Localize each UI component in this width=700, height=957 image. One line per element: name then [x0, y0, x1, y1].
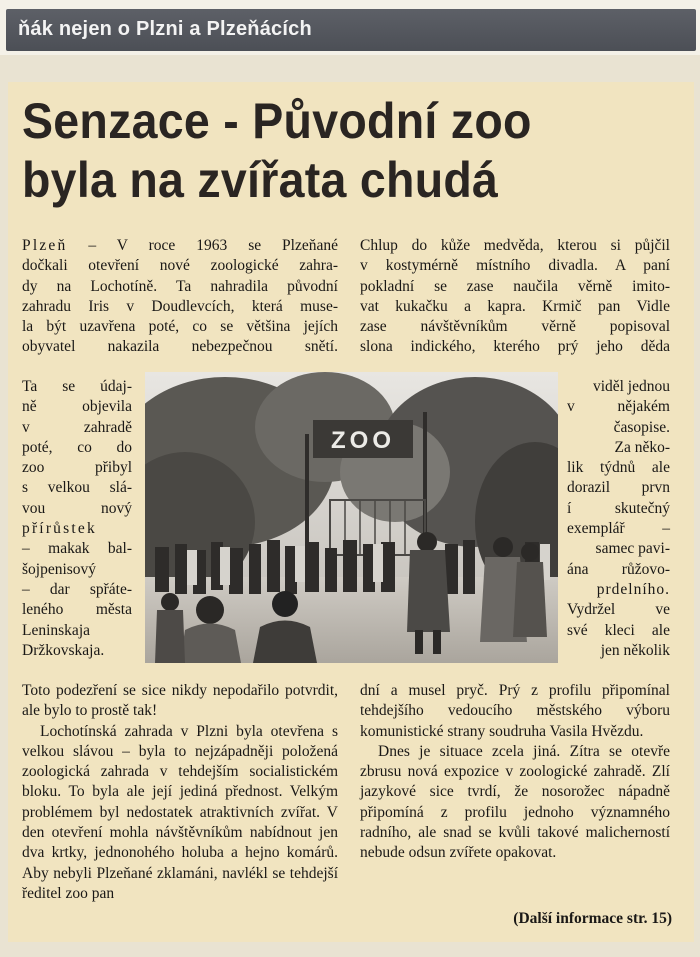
wrap-line: leného města	[22, 601, 132, 619]
right-column-top	[360, 236, 670, 358]
intro-line: la být uzavřena poté, co se většina jejích	[22, 318, 338, 336]
dateline: Plzeň	[22, 237, 68, 254]
right-line: slona indického, kterého prý jeho děda	[360, 338, 670, 356]
headline-line-1: Senzace - Původní zoo	[22, 93, 532, 149]
left-column-intro	[22, 236, 338, 358]
wrap-line: ně objevila	[22, 398, 132, 416]
intro-line: dy na Lochotíně. Ta nahradila původní	[22, 277, 338, 295]
wrap-line: v nějakém	[567, 398, 670, 416]
zoo-photo-illustration	[145, 372, 558, 663]
intro-line	[22, 236, 338, 256]
wrap-line: prdelního.	[596, 580, 670, 598]
wrap-line: Držkovskaja.	[22, 641, 105, 659]
zoo-entrance-photo	[145, 372, 558, 663]
wrap-line: své kleci ale	[567, 621, 670, 639]
wrap-line: í skutečný	[567, 499, 670, 517]
wrap-line: jen několik	[600, 641, 670, 659]
intro-line: zahradu Iris v Doudlevcích, která muse-	[22, 297, 338, 315]
wrap-line: zoo přibyl	[22, 459, 132, 477]
paragraph-end-1: Toto podezření se sice nikdy nepodařilo potvrdit, ale bylo to prostě tak!	[22, 682, 338, 720]
wrap-line: Ta se údaj-	[22, 378, 132, 395]
right-wrap-column	[567, 377, 670, 661]
more-info-reference: (Další informace str. 15)	[513, 910, 672, 927]
wrap-line: v zahradě	[22, 418, 132, 436]
section-header	[6, 9, 696, 51]
intro-line: obyvatel nakazila nebezpečnou snětí.	[22, 338, 338, 356]
paragraph-2: Lochotínská zahrada v Plzni byla otevřena s velkou slávou – byla to nejzápadněji položená zoologická zahrada v tehdejším socialistickém bloku. To byla ale její jediná přednost. Velkým problémem byl nedostatek atraktivních zvířat. V den otevření mohla návštěvníkům nabídnout jen dva krtky, jednonohého holuba a hejno komárů. Aby nebyli Plzeňané zklamáni, navlékl se tehdejší ředitel zoo pan	[22, 722, 338, 902]
wrap-line: šojpenisový	[22, 560, 97, 578]
headline-line-2: byla na zvířata chudá	[22, 152, 499, 208]
wrap-line: s velkou slá-	[22, 479, 132, 497]
wrap-line: Vydržel ve	[567, 601, 670, 619]
wrap-line: dorazil prvn	[567, 479, 670, 497]
wrap-line: časopise.	[613, 418, 670, 436]
wrap-line: ána růžovo-	[567, 560, 670, 578]
article-headline	[22, 92, 636, 210]
paragraph-final: Dnes je situace zcela jiná. Zítra se otevře zbrusu nová expozice v zoologické zahradě. Zlí jazykové sice tvrdí, že nosorožec nápadně připomíná z profilu jednoho významného radního, ale snad se kvůli takové malicherností nebude odsun zvířete opakovat.	[360, 742, 670, 862]
wrap-line: přírůstek	[22, 520, 97, 538]
zoo-sign-text: ZOO	[331, 427, 395, 454]
right-line: Chlup do kůže medvěda, kterou si půjčil	[360, 237, 670, 254]
intro-line-1-rest: – V roce 1963 se Plzeňané	[67, 237, 338, 254]
wrap-line: vou nový	[22, 499, 132, 517]
wrap-line: Za něko-	[614, 438, 670, 456]
right-line: v kostymérně místního divadla. A paní	[360, 257, 670, 275]
wrap-line: – makak bal-	[22, 540, 132, 558]
wrap-line: viděl jednou	[592, 378, 670, 395]
left-wrap-column	[22, 377, 132, 661]
right-line: pokladní se zase naučila věrně imito-	[360, 277, 670, 295]
wrap-line: samec pavi-	[595, 540, 670, 558]
section-title: ňák nejen o Plzni a Plzeňácích	[18, 18, 312, 40]
wrap-line: Leninskaja	[22, 621, 91, 639]
intro-line: dočkali otevření nové zoologické zahra-	[22, 257, 338, 275]
right-line: vat kukačku a kapra. Krmič pan Vidle	[360, 297, 670, 315]
wrap-line: – dar spřáte-	[22, 580, 132, 598]
left-column-body	[22, 681, 338, 904]
wrap-line: exemplář –	[567, 520, 670, 538]
right-line: zase návštěvníkům věrně popisoval	[360, 318, 670, 336]
right-column-body	[360, 681, 670, 864]
wrap-line: poté, co do	[22, 438, 132, 456]
paragraph-3-end: dní a musel pryč. Prý z profilu připomínal tehdejšího vedoucího městského výboru komunistické strany soudruha Vasila Hvězdu.	[360, 682, 670, 740]
wrap-line: lik týdnů ale	[567, 459, 670, 477]
